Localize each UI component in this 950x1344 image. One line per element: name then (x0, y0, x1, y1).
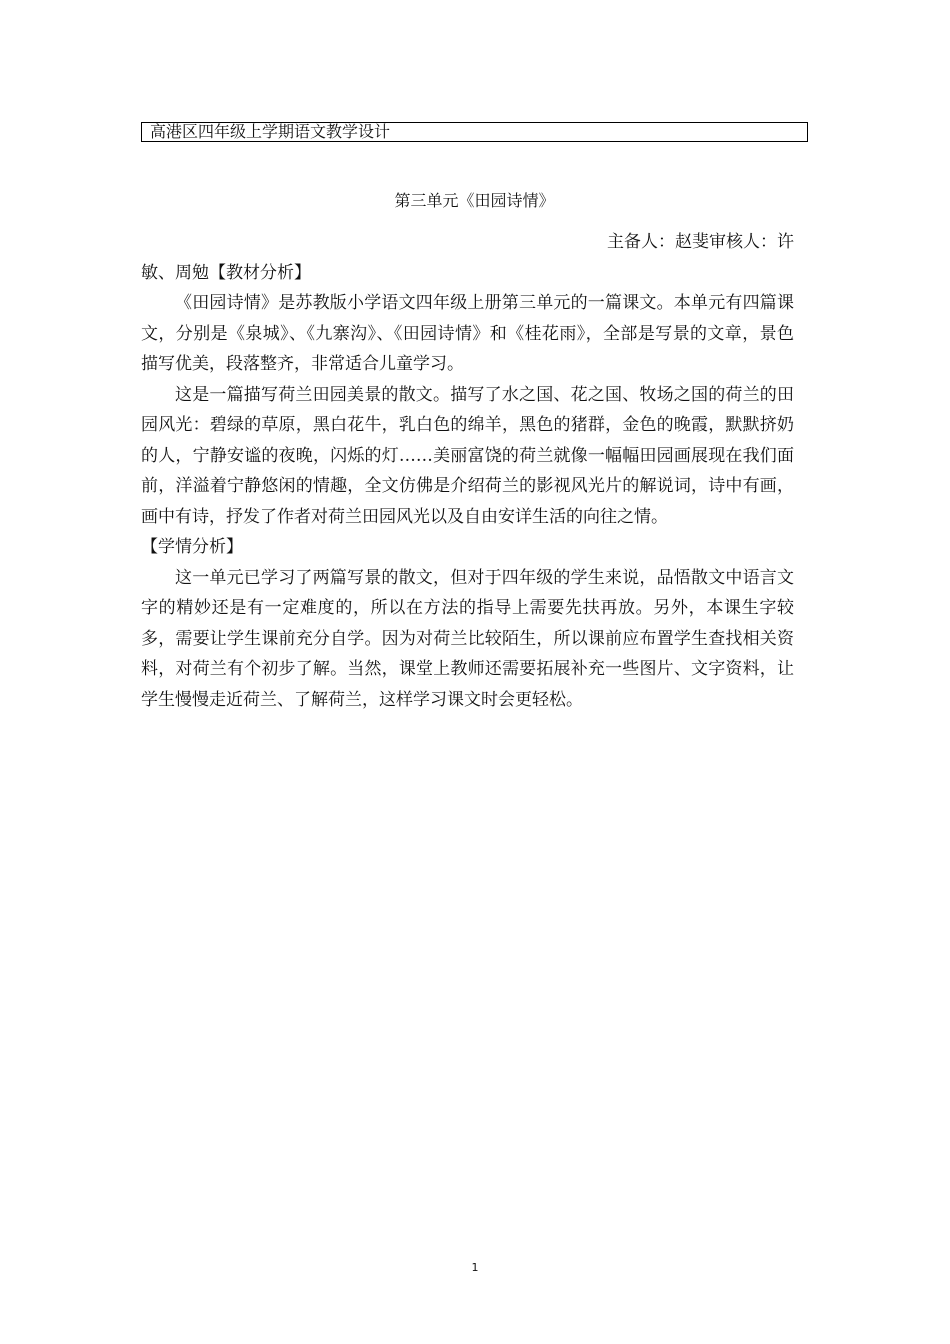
section-heading-textbook-analysis: 【教材分析】 (209, 262, 311, 283)
authors-continued: 敏、周勉 (141, 262, 209, 283)
page-number: 1 (471, 1261, 479, 1274)
unit-title: 第三单元《田园诗情》 (394, 191, 555, 210)
authors-continued-line (141, 258, 794, 289)
paragraph-textbook-intro: 《田园诗情》是苏教版小学语文四年级上册第三单元的一篇课文。本单元有四篇课文，分别是《泉城》、《九寨沟》、《田园诗情》和《桂花雨》，全部是写景的文章，景色描写优美，段落整齐，非常适合儿童学习。 (141, 293, 794, 374)
document-header: 高港区四年级上学期语文教学设计 (141, 122, 808, 142)
paragraph-student-analysis: 这一单元已学习了两篇写景的散文，但对于四年级的学生来说，品悟散文中语言文字的精妙还是有一定难度的，所以在方法的指导上需要先扶再放。另外，本课生字较多，需要让学生课前充分自学。因为对荷兰比较陌生，所以课前应布置学生查找相关资料，对荷兰有个初步了解。当然，课堂上教师还需要拓展补充一些图片、文字资料，让学生慢慢走近荷兰、了解荷兰，这样学习课文时会更轻松。 (141, 567, 794, 710)
document-body (141, 227, 794, 715)
authors-line: 主备人：赵斐审核人：许 (607, 232, 794, 252)
section-heading-student-analysis: 【学情分析】 (141, 537, 243, 557)
paragraph-text-description: 这是一篇描写荷兰田园美景的散文。描写了水之国、花之国、牧场之国的荷兰的田园风光：碧绿的草原，黑白花牛，乳白色的绵羊，黑色的猪群，金色的晚霞，默默挤奶的人，宁静安谧的夜晚，闪烁的灯……美丽富饶的荷兰就像一幅幅田园画展现在我们面前，洋溢着宁静悠闲的情趣，全文仿佛是介绍荷兰的影视风光片的解说词，诗中有画，画中有诗，抒发了作者对荷兰田园风光以及自由安详生活的向往之情。 (141, 384, 794, 527)
